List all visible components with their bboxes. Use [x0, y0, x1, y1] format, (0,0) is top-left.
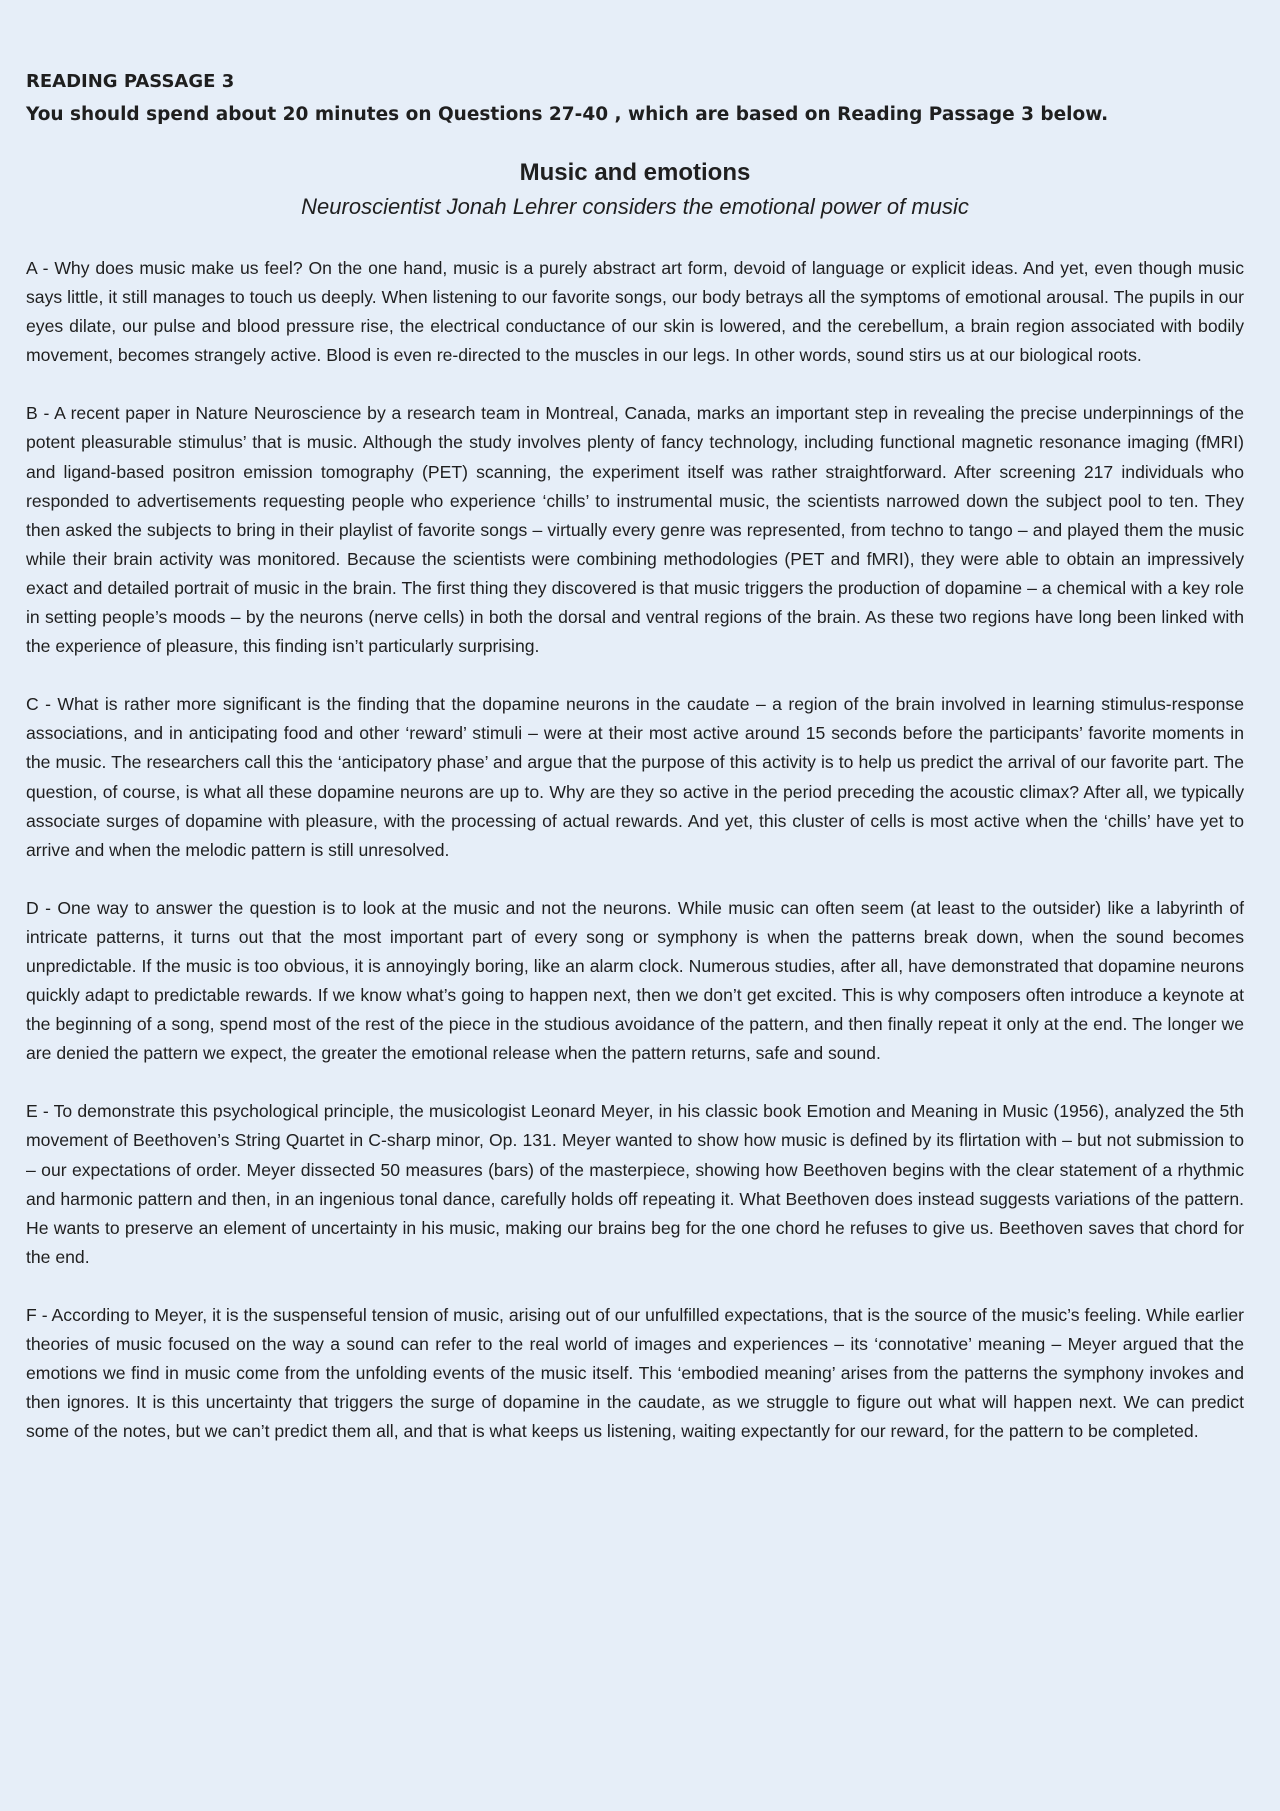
passage-label: READING PASSAGE 3 — [26, 71, 235, 92]
paragraph-e: E - To demonstrate this psychological principle, the musicologist Leonard Meyer, in his classic book Emotion and Meaning in Music (1956), analyzed the 5th movement of Beethoven’s String Quartet in C-sharp minor, Op. 131. Meyer wanted to show how music is defined by its flirtation with – but not submission to – our expectations of order. Meyer dissected 50 measures (bars) of the masterpiece, showing how Beethoven begins with the clear statement of a rhythmic and harmonic pattern and then, in an ingenious tonal dance, carefully holds off repeating it. What Beethoven does instead suggests variations of the pattern. He wants to preserve an element of uncertainty in his music, making our brains beg for the one chord he refuses to give us. Beethoven saves that chord for the end. — [26, 1101, 1244, 1267]
paragraph-f: F - According to Meyer, it is the suspenseful tension of music, arising out of our unfulfilled expectations, that is the source of the music’s feeling. While earlier theories of music focused on the way a sound can refer to the real world of images and experiences – its ‘connotative’ meaning – Meyer argued that the emotions we find in music come from the unfolding events of the music itself. This ‘embodied meaning’ arises from the patterns the symphony invokes and then ignores. It is this uncertainty that triggers the surge of dopamine in the caudate, as we struggle to figure out what will happen next. We can predict some of the notes, but we can’t predict them all, and that is what keeps us listening, waiting expectantly for our reward, for the pattern to be completed. — [26, 1304, 1244, 1442]
paragraph-d: D - One way to answer the question is to look at the music and not the neurons. While music can often seem (at least to the outsider) like a labyrinth of intricate patterns, it turns out that the most important part of every song or symphony is when the patterns break down, when the sound becomes unpredictable. If the music is too obvious, it is annoyingly boring, like an alarm clock. Numerous studies, after all, have demonstrated that dopamine neurons quickly adapt to predictable rewards. If we know what’s going to happen next, then we don’t get excited. This is why composers often introduce a keynote at the beginning of a song, spend most of the rest of the piece in the studious avoidance of the pattern, and then finally repeat it only at the end. The longer we are denied the pattern we expect, the greater the emotional release when the pattern returns, safe and sound. — [26, 897, 1244, 1064]
paragraph-c: C - What is rather more significant is the finding that the dopamine neurons in the caudate – a region of the brain involved in learning stimulus-response associations, and in anticipating food and other ‘reward’ stimuli – were at their most active around 15 seconds before the participants’ favorite moments in the music. The researchers call this the ‘anticipatory phase’ and argue that the purpose of this activity is to help us predict the arrival of our favorite part. The question, of course, is what all these dopamine neurons are up to. Why are they so active in the period preceding the acoustic climax? After all, we typically associate surges of dopamine with pleasure, with the processing of actual rewards. And yet, this cluster of cells is most active when the ‘chills’ have yet to arrive and when the melodic pattern is still unresolved. — [26, 694, 1244, 860]
article-title: Music and emotions — [519, 159, 751, 186]
article-subtitle: Neuroscientist Jonah Lehrer considers the emotional power of music — [301, 194, 969, 219]
passage-instruction: You should spend about 20 minutes on Questions 27-40 , which are based on Reading Passage 3 below. — [26, 104, 1109, 125]
paragraph-b: B - A recent paper in Nature Neuroscience by a research team in Montreal, Canada, marks an important step in revealing the precise underpinnings of the potent pleasurable stimulus’ that is music. Although the study involves plenty of fancy technology, including functional magnetic resonance imaging (fMRI) and ligand-based positron emission tomography (PET) scanning, the experiment itself was rather straightforward. After screening 217 individuals who responded to advertisements requesting people who experience ‘chills’ to instrumental music, the scientists narrowed down the subject pool to ten. They then asked the subjects to bring in their playlist of favorite songs – virtually every genre was represented, from techno to tango – and played them the music while their brain activity was monitored. Because the scientists were combining methodologies (PET and fMRI), they were able to obtain an impressively exact and detailed portrait of music in the brain. The first thing they discovered is that music triggers the production of dopamine – a chemical with a key role in setting people’s moods – by the neurons (nerve cells) in both the dorsal and ventral regions of the brain. As these two regions have long been linked with the experience of pleasure, this finding isn’t particularly surprising. — [26, 403, 1244, 657]
reading-passage-page — [26, 66, 1244, 1475]
paragraph-a: A - Why does music make us feel? On the one hand, music is a purely abstract art form, devoid of language or explicit ideas. And yet, even though music says little, it still manages to touch us deeply. When listening to our favorite songs, our body betrays all the symptoms of emotional arousal. The pupils in our eyes dilate, our pulse and blood pressure rise, the electrical conductance of our skin is lowered, and the cerebellum, a brain region associated with bodily movement, becomes strangely active. Blood is even re-directed to the muscles in our legs. In other words, sound stirs us at our biological roots. — [26, 258, 1244, 366]
